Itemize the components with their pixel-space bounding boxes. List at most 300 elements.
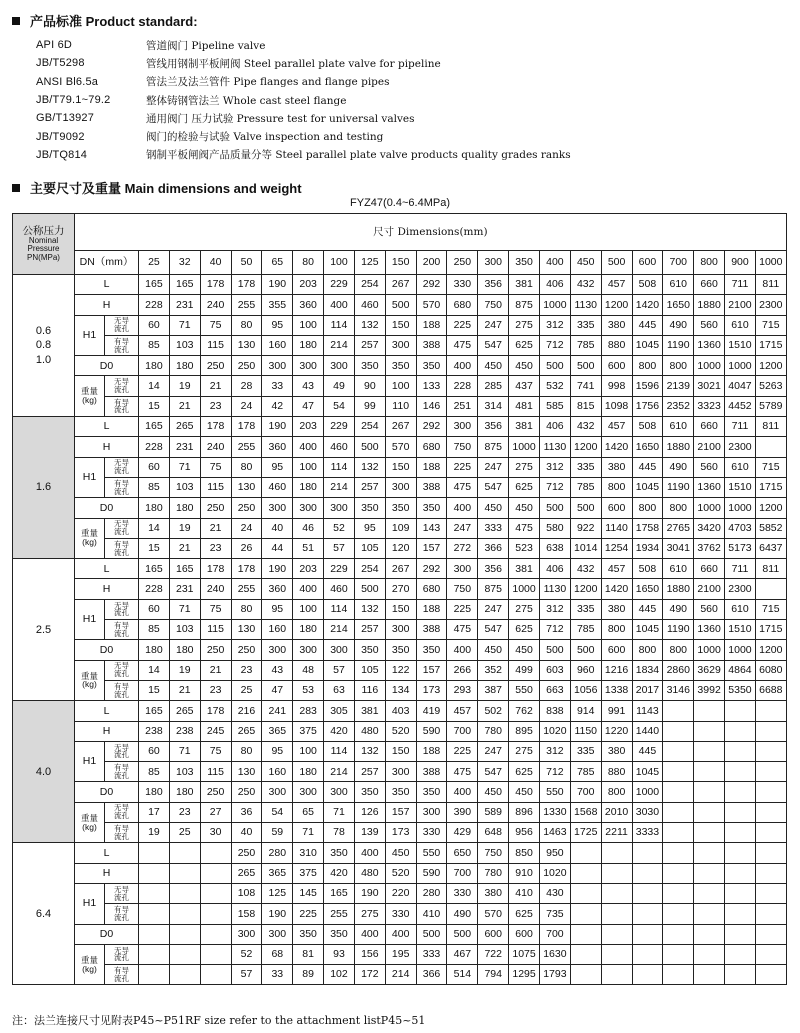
value-cell: 292 — [416, 417, 447, 437]
value-cell: 103 — [169, 335, 200, 355]
table-row — [13, 863, 787, 883]
value-cell: 3146 — [663, 680, 694, 700]
value-cell: 1020 — [539, 863, 570, 883]
value-cell: 250 — [231, 843, 262, 863]
value-cell: 350 — [324, 924, 355, 944]
value-cell: 265 — [231, 863, 262, 883]
pn-value: 0.6 0.8 1.0 — [13, 275, 75, 417]
value-cell: 6080 — [755, 660, 786, 680]
value-cell: 711 — [725, 417, 756, 437]
value-cell: 5852 — [755, 518, 786, 538]
value-cell: 625 — [509, 762, 540, 782]
value-cell — [169, 883, 200, 903]
value-cell: 1880 — [663, 579, 694, 599]
value-cell: 520 — [385, 721, 416, 741]
value-cell — [570, 944, 601, 964]
value-cell: 350 — [385, 782, 416, 802]
value-cell: 400 — [324, 295, 355, 315]
value-cell: 366 — [416, 965, 447, 985]
value-cell: 794 — [478, 965, 509, 985]
value-cell — [725, 741, 756, 761]
value-cell: 247 — [478, 741, 509, 761]
value-cell: 550 — [509, 680, 540, 700]
value-cell: 1295 — [509, 965, 540, 985]
value-cell: 80 — [231, 741, 262, 761]
value-cell: 75 — [200, 599, 231, 619]
value-cell: 231 — [169, 579, 200, 599]
value-cell: 132 — [354, 741, 385, 761]
value-cell — [694, 883, 725, 903]
standard-description: 钢制平板闸阀产品质量分等 Steel parallel plate valve products quality grades ranks — [146, 149, 571, 162]
value-cell — [139, 843, 170, 863]
value-cell: 400 — [293, 579, 324, 599]
value-cell — [755, 823, 786, 843]
value-cell: 125 — [262, 883, 293, 903]
value-cell: 750 — [447, 437, 478, 457]
param-label: H — [75, 295, 139, 315]
value-cell: 896 — [509, 802, 540, 822]
value-cell — [632, 883, 663, 903]
value-cell — [663, 965, 694, 985]
value-cell: 460 — [324, 437, 355, 457]
value-cell: 360 — [293, 295, 324, 315]
value-cell: 429 — [447, 823, 478, 843]
param-label: 重量 (kg) — [75, 802, 105, 843]
sub-label: 有导 流孔 — [105, 965, 139, 985]
table-row — [13, 477, 787, 497]
dn-value: 65 — [262, 251, 293, 275]
value-cell: 225 — [447, 457, 478, 477]
table-row — [13, 518, 787, 538]
dn-value: 300 — [478, 251, 509, 275]
value-cell: 150 — [385, 457, 416, 477]
value-cell: 1725 — [570, 823, 601, 843]
value-cell: 15 — [139, 396, 170, 416]
value-cell — [200, 904, 231, 924]
value-cell: 570 — [416, 295, 447, 315]
value-cell: 150 — [385, 599, 416, 619]
value-cell — [694, 701, 725, 721]
value-cell: 956 — [509, 823, 540, 843]
value-cell: 300 — [262, 640, 293, 660]
value-cell — [725, 721, 756, 741]
value-cell: 3420 — [694, 518, 725, 538]
value-cell: 250 — [231, 498, 262, 518]
table-subtitle: FYZ47(0.4~6.4MPa) — [350, 197, 450, 209]
value-cell: 165 — [169, 275, 200, 295]
dn-header-row — [13, 251, 787, 275]
value-cell: 610 — [725, 599, 756, 619]
value-cell: 231 — [169, 295, 200, 315]
value-cell: 6688 — [755, 680, 786, 700]
value-cell — [570, 863, 601, 883]
value-cell: 388 — [416, 620, 447, 640]
value-cell: 132 — [354, 457, 385, 477]
value-cell: 400 — [293, 437, 324, 457]
value-cell: 165 — [139, 559, 170, 579]
value-cell — [663, 721, 694, 741]
standard-row — [36, 36, 776, 54]
value-cell: 228 — [139, 437, 170, 457]
value-cell: 19 — [169, 518, 200, 538]
value-cell: 2100 — [694, 579, 725, 599]
value-cell: 580 — [539, 518, 570, 538]
value-cell — [200, 843, 231, 863]
value-cell — [694, 843, 725, 863]
value-cell: 292 — [416, 275, 447, 295]
standard-row — [36, 91, 776, 109]
value-cell: 2300 — [755, 295, 786, 315]
value-cell: 95 — [262, 315, 293, 335]
value-cell: 229 — [324, 417, 355, 437]
value-cell: 270 — [385, 579, 416, 599]
value-cell: 365 — [262, 721, 293, 741]
value-cell: 356 — [478, 417, 509, 437]
value-cell: 71 — [169, 599, 200, 619]
dims-section-title — [12, 178, 302, 197]
value-cell: 130 — [231, 620, 262, 640]
value-cell: 450 — [509, 356, 540, 376]
value-cell: 160 — [262, 620, 293, 640]
value-cell: 228 — [139, 295, 170, 315]
value-cell: 241 — [262, 701, 293, 721]
value-cell — [139, 883, 170, 903]
value-cell: 255 — [231, 437, 262, 457]
dn-value: 100 — [324, 251, 355, 275]
value-cell: 450 — [478, 356, 509, 376]
value-cell: 460 — [354, 295, 385, 315]
value-cell: 335 — [570, 457, 601, 477]
value-cell: 240 — [200, 295, 231, 315]
value-cell: 139 — [354, 823, 385, 843]
pn-value: 4.0 — [13, 701, 75, 843]
value-cell: 437 — [509, 376, 540, 396]
value-cell: 300 — [293, 356, 324, 376]
value-cell: 800 — [632, 356, 663, 376]
value-cell: 173 — [385, 823, 416, 843]
value-cell: 2765 — [663, 518, 694, 538]
value-cell — [755, 883, 786, 903]
value-cell: 228 — [139, 579, 170, 599]
value-cell: 180 — [293, 477, 324, 497]
value-cell: 838 — [539, 701, 570, 721]
value-cell: 875 — [478, 437, 509, 457]
dn-value: 500 — [601, 251, 632, 275]
value-cell: 266 — [447, 660, 478, 680]
value-cell — [755, 701, 786, 721]
param-label: H1 — [75, 741, 105, 782]
value-cell: 388 — [416, 762, 447, 782]
value-cell: 1150 — [570, 721, 601, 741]
value-cell: 1200 — [755, 640, 786, 660]
value-cell: 1045 — [632, 335, 663, 355]
value-cell: 875 — [509, 295, 540, 315]
value-cell: 48 — [293, 660, 324, 680]
param-label: L — [75, 701, 139, 721]
value-cell: 33 — [262, 965, 293, 985]
value-cell: 5263 — [755, 376, 786, 396]
value-cell: 381 — [354, 701, 385, 721]
value-cell: 3041 — [663, 538, 694, 558]
dn-value: 25 — [139, 251, 170, 275]
value-cell: 715 — [755, 457, 786, 477]
value-cell: 400 — [447, 356, 478, 376]
value-cell: 19 — [169, 660, 200, 680]
value-cell: 4703 — [725, 518, 756, 538]
value-cell: 680 — [416, 579, 447, 599]
value-cell: 400 — [385, 924, 416, 944]
value-cell: 165 — [139, 417, 170, 437]
standard-description: 通用阀门 压力试验 Pressure test for universal valves — [146, 112, 415, 125]
value-cell: 2352 — [663, 396, 694, 416]
value-cell: 700 — [539, 924, 570, 944]
value-cell: 110 — [385, 396, 416, 416]
value-cell: 300 — [293, 498, 324, 518]
table-row — [13, 924, 787, 944]
value-cell: 333 — [478, 518, 509, 538]
value-cell: 380 — [601, 457, 632, 477]
value-cell: 375 — [293, 863, 324, 883]
sub-label: 无导 流孔 — [105, 741, 139, 761]
sub-label: 无导 流孔 — [105, 944, 139, 964]
value-cell: 3762 — [694, 538, 725, 558]
value-cell: 240 — [200, 437, 231, 457]
value-cell — [200, 863, 231, 883]
value-cell: 250 — [200, 498, 231, 518]
value-cell: 960 — [570, 660, 601, 680]
value-cell: 811 — [755, 559, 786, 579]
value-cell: 60 — [139, 741, 170, 761]
pn-header-cn: 公称压力 — [22, 224, 65, 237]
value-cell: 85 — [139, 620, 170, 640]
pn-header — [13, 214, 75, 275]
value-cell: 1254 — [601, 538, 632, 558]
value-cell: 570 — [385, 437, 416, 457]
value-cell: 3333 — [632, 823, 663, 843]
value-cell — [632, 863, 663, 883]
value-cell: 1130 — [570, 295, 601, 315]
value-cell — [601, 883, 632, 903]
value-cell: 450 — [385, 843, 416, 863]
table-row — [13, 620, 787, 640]
value-cell — [725, 782, 756, 802]
table-row — [13, 335, 787, 355]
value-cell: 750 — [478, 843, 509, 863]
value-cell — [139, 944, 170, 964]
table-row — [13, 457, 787, 477]
value-cell: 352 — [478, 660, 509, 680]
value-cell: 680 — [447, 295, 478, 315]
sub-label: 有导 流孔 — [105, 477, 139, 497]
value-cell: 250 — [231, 782, 262, 802]
value-cell: 1000 — [694, 498, 725, 518]
value-cell: 1880 — [694, 295, 725, 315]
bullet-square-icon — [12, 184, 20, 192]
value-cell: 275 — [509, 457, 540, 477]
value-cell: 180 — [169, 498, 200, 518]
param-label: D0 — [75, 498, 139, 518]
value-cell: 800 — [632, 498, 663, 518]
value-cell: 400 — [354, 924, 385, 944]
value-cell — [663, 863, 694, 883]
value-cell: 80 — [231, 315, 262, 335]
value-cell: 59 — [262, 823, 293, 843]
param-label: H — [75, 863, 139, 883]
value-cell — [169, 944, 200, 964]
value-cell — [725, 802, 756, 822]
value-cell: 2211 — [601, 823, 632, 843]
value-cell: 1000 — [725, 498, 756, 518]
value-cell — [755, 944, 786, 964]
standard-row — [36, 109, 776, 127]
value-cell: 71 — [293, 823, 324, 843]
value-cell: 23 — [231, 660, 262, 680]
table-row — [13, 701, 787, 721]
value-cell: 71 — [169, 741, 200, 761]
value-cell: 238 — [169, 721, 200, 741]
value-cell: 1715 — [755, 335, 786, 355]
value-cell: 547 — [478, 477, 509, 497]
value-cell: 922 — [570, 518, 601, 538]
dn-value: 50 — [231, 251, 262, 275]
param-label: D0 — [75, 924, 139, 944]
value-cell: 267 — [385, 417, 416, 437]
value-cell: 998 — [601, 376, 632, 396]
value-cell: 1756 — [632, 396, 663, 416]
value-cell — [725, 701, 756, 721]
value-cell: 335 — [570, 315, 601, 335]
value-cell: 60 — [139, 315, 170, 335]
value-cell — [200, 965, 231, 985]
table-row — [13, 295, 787, 315]
value-cell: 1200 — [755, 498, 786, 518]
value-cell — [694, 741, 725, 761]
value-cell: 450 — [478, 640, 509, 660]
value-cell: 711 — [725, 559, 756, 579]
value-cell: 1190 — [663, 477, 694, 497]
value-cell: 247 — [447, 518, 478, 538]
value-cell: 214 — [324, 335, 355, 355]
value-cell: 387 — [478, 680, 509, 700]
value-cell: 333 — [416, 944, 447, 964]
value-cell: 300 — [262, 782, 293, 802]
value-cell: 214 — [324, 762, 355, 782]
value-cell — [601, 863, 632, 883]
value-cell: 880 — [601, 335, 632, 355]
value-cell: 660 — [694, 559, 725, 579]
value-cell: 203 — [293, 417, 324, 437]
value-cell: 80 — [231, 457, 262, 477]
sub-label: 有导 流孔 — [105, 823, 139, 843]
value-cell — [632, 944, 663, 964]
value-cell: 71 — [169, 457, 200, 477]
value-cell — [725, 965, 756, 985]
value-cell: 57 — [231, 965, 262, 985]
param-label: H1 — [75, 883, 105, 924]
value-cell — [725, 924, 756, 944]
value-cell: 1715 — [755, 477, 786, 497]
value-cell: 214 — [324, 620, 355, 640]
sub-label: 无导 流孔 — [105, 802, 139, 822]
value-cell: 811 — [755, 417, 786, 437]
value-cell: 1510 — [725, 335, 756, 355]
value-cell: 330 — [447, 275, 478, 295]
value-cell: 312 — [539, 457, 570, 477]
value-cell: 450 — [509, 498, 540, 518]
value-cell: 33 — [262, 376, 293, 396]
value-cell: 785 — [570, 477, 601, 497]
value-cell: 25 — [169, 823, 200, 843]
value-cell: 450 — [478, 498, 509, 518]
param-label: 重量 (kg) — [75, 376, 105, 417]
value-cell: 257 — [354, 620, 385, 640]
value-cell: 300 — [293, 640, 324, 660]
value-cell: 100 — [293, 599, 324, 619]
value-cell: 51 — [293, 538, 324, 558]
value-cell: 762 — [509, 701, 540, 721]
value-cell: 180 — [169, 782, 200, 802]
value-cell: 2300 — [725, 437, 756, 457]
param-label: D0 — [75, 640, 139, 660]
standard-row — [36, 146, 776, 164]
value-cell: 178 — [200, 701, 231, 721]
value-cell: 173 — [416, 680, 447, 700]
value-cell: 780 — [478, 721, 509, 741]
value-cell: 105 — [354, 538, 385, 558]
pn-value: 1.6 — [13, 417, 75, 559]
value-cell — [755, 843, 786, 863]
sub-label: 无导 流孔 — [105, 518, 139, 538]
table-row — [13, 904, 787, 924]
value-cell: 157 — [385, 802, 416, 822]
value-cell: 80 — [231, 599, 262, 619]
value-cell: 880 — [601, 762, 632, 782]
value-cell: 300 — [262, 356, 293, 376]
sub-label: 有导 流孔 — [105, 538, 139, 558]
value-cell: 400 — [447, 498, 478, 518]
value-cell: 500 — [539, 498, 570, 518]
value-cell — [755, 802, 786, 822]
value-cell: 229 — [324, 275, 355, 295]
value-cell: 178 — [231, 275, 262, 295]
value-cell: 475 — [447, 762, 478, 782]
value-cell — [694, 721, 725, 741]
value-cell: 2300 — [725, 579, 756, 599]
value-cell: 381 — [509, 417, 540, 437]
value-cell: 225 — [447, 741, 478, 761]
value-cell: 400 — [354, 843, 385, 863]
value-cell: 712 — [539, 762, 570, 782]
value-cell: 445 — [632, 599, 663, 619]
value-cell: 160 — [262, 762, 293, 782]
value-cell — [663, 904, 694, 924]
value-cell: 420 — [324, 721, 355, 741]
value-cell: 712 — [539, 620, 570, 640]
dn-value: 350 — [509, 251, 540, 275]
footnote: 注：法兰连接尺寸见附表P45~P51RF size refer to the attachment listP45~51 — [12, 1014, 426, 1027]
value-cell: 240 — [200, 579, 231, 599]
value-cell: 46 — [293, 518, 324, 538]
value-cell: 780 — [478, 863, 509, 883]
value-cell: 24 — [231, 396, 262, 416]
value-cell: 300 — [262, 924, 293, 944]
value-cell: 180 — [293, 620, 324, 640]
value-cell: 400 — [447, 640, 478, 660]
value-cell: 25 — [231, 680, 262, 700]
table-row — [13, 579, 787, 599]
value-cell: 300 — [447, 417, 478, 437]
value-cell: 57 — [324, 538, 355, 558]
